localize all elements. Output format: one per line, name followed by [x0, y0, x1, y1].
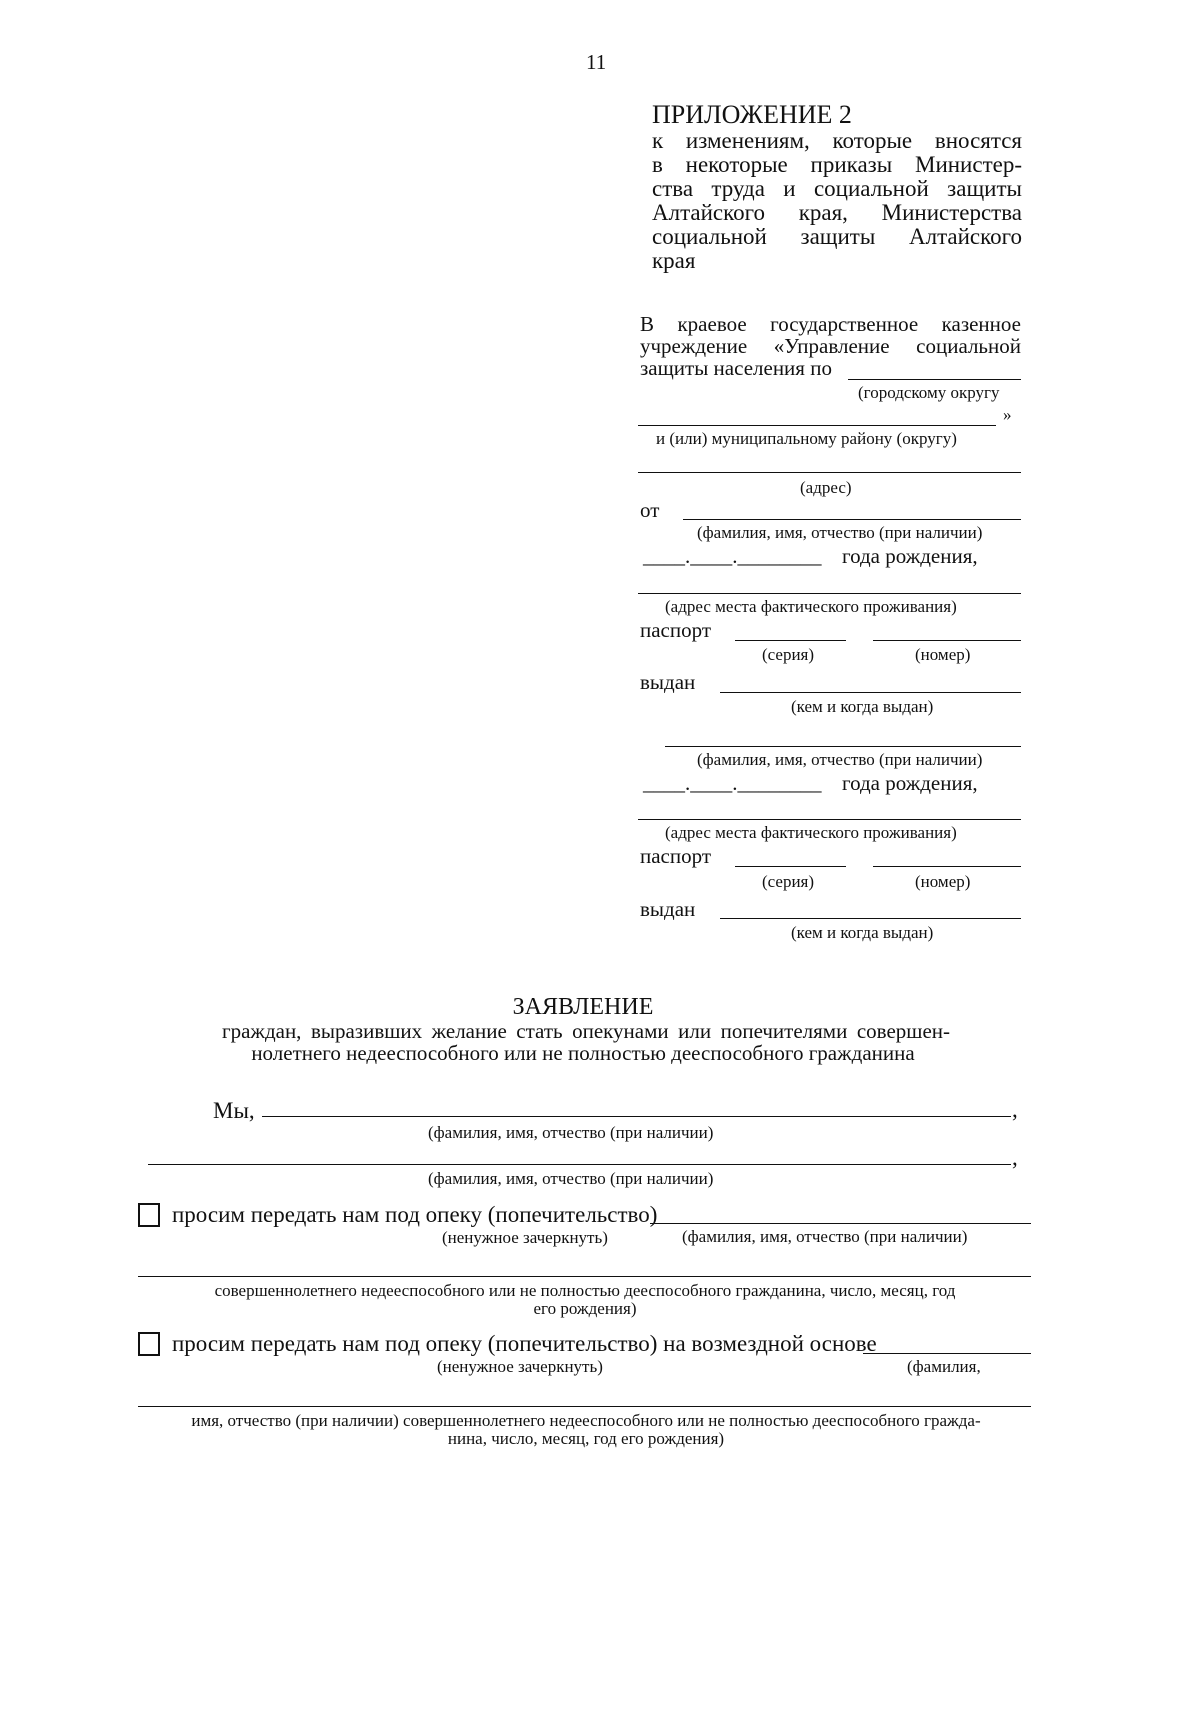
applicant1-number-line[interactable] — [873, 640, 1021, 641]
applicant2-passport-label: паспорт — [640, 844, 712, 868]
applicant1-hint-fio: (фамилия, имя, отчество (при наличии) — [697, 523, 983, 542]
addressee-block — [640, 314, 1021, 380]
hint-district: и (или) муниципальному району (округу) — [656, 429, 957, 448]
applicant2-number-line[interactable] — [873, 866, 1021, 867]
appendix-line: ства труда и социальной защиты — [652, 176, 1022, 201]
applicant2-hint-series: (серия) — [762, 872, 815, 891]
we-label: Мы, — [213, 1098, 255, 1123]
appendix-title: ПРИЛОЖЕНИЕ 2 — [652, 100, 852, 129]
option2-label: просим передать нам под опеку (попечительство) на возмездной основе — [172, 1331, 877, 1356]
hint-city: (городскому округу — [858, 383, 1000, 402]
option1-checkbox[interactable] — [138, 1203, 160, 1227]
appendix-line: социальной защиты Алтайского — [652, 224, 1022, 249]
applicant1-issued-label: выдан — [640, 670, 696, 694]
hint-fio-1: (фамилия, имя, отчество (при наличии) — [428, 1123, 714, 1142]
option2-hint-strike: (ненужное зачеркнуть) — [437, 1357, 603, 1376]
page-number: 11 — [586, 50, 607, 74]
applicant1-residence-line[interactable] — [638, 593, 1021, 594]
option2-hint-ward-line: имя, отчество (при наличии) совершеннолетнего недееспособного или не полностью дееспособного гражда- — [191, 1411, 981, 1430]
address-field-line[interactable] — [638, 472, 1021, 473]
applicant2-birthdate[interactable]: ____.____.________ — [643, 771, 822, 795]
we-fio-line-1[interactable] — [262, 1116, 1011, 1117]
applicant1-fio-line[interactable] — [683, 519, 1021, 520]
comma: , — [1012, 1097, 1018, 1122]
statement-title: ЗАЯВЛЕНИЕ — [512, 994, 654, 1020]
from-label: от — [640, 498, 660, 522]
statement-subtitle-line: нолетнего недееспособного или не полностью дееспособного гражданина — [251, 1041, 915, 1065]
appendix-line: Алтайского края, Министерства — [652, 200, 1022, 225]
hint-address: (адрес) — [800, 478, 852, 497]
applicant1-birthdate[interactable]: ____.____.________ — [643, 544, 822, 568]
city-field-line[interactable] — [848, 379, 1021, 380]
addressee-line: защиты населения по — [640, 356, 832, 380]
applicant2-series-line[interactable] — [735, 866, 846, 867]
applicant2-issued-label: выдан — [640, 897, 696, 921]
option2-ward-line[interactable] — [138, 1406, 1031, 1407]
option2-checkbox[interactable] — [138, 1332, 160, 1356]
applicant2-hint-issued: (кем и когда выдан) — [791, 923, 934, 942]
applicant2-hint-residence: (адрес места фактического проживания) — [665, 823, 957, 842]
applicant2-fio-line[interactable] — [665, 746, 1021, 747]
comma: , — [1012, 1145, 1018, 1170]
option1-hint-ward-line: совершеннолетнего недееспособного или не полностью дееспособного гражданина, число, месяц, год — [214, 1281, 956, 1300]
applicant1-passport-label: паспорт — [640, 618, 712, 642]
closing-quote: » — [1003, 405, 1012, 424]
applicant1-series-line[interactable] — [735, 640, 846, 641]
applicant2-birth-label: года рождения, — [842, 771, 978, 795]
applicant1-hint-number: (номер) — [915, 645, 971, 664]
applicant1-hint-series: (серия) — [762, 645, 815, 664]
option1-ward-line[interactable] — [138, 1276, 1031, 1277]
option2-hint-fio-start: (фамилия, — [907, 1357, 981, 1376]
option1-hint-fio: (фамилия, имя, отчество (при наличии) — [682, 1227, 968, 1246]
option2-fio-line[interactable] — [863, 1353, 1031, 1354]
applicant1-hint-issued: (кем и когда выдан) — [791, 697, 934, 716]
option1-fio-line[interactable] — [650, 1223, 1031, 1224]
appendix-subtitle — [652, 129, 1022, 273]
addressee-line: учреждение «Управление социальной — [640, 334, 1021, 358]
option1-label: просим передать нам под опеку (попечительство) — [172, 1202, 658, 1227]
applicant2-issued-line[interactable] — [720, 918, 1021, 919]
we-fio-line-2[interactable] — [148, 1164, 1011, 1165]
option2-hint-ward-line: нина, число, месяц, год его рождения) — [447, 1429, 725, 1448]
district-field-line[interactable] — [638, 425, 996, 426]
applicant2-residence-line[interactable] — [638, 819, 1021, 820]
appendix-line: края — [652, 248, 696, 273]
addressee-line: В краевое государственное казенное — [640, 312, 1021, 336]
applicant1-hint-residence: (адрес места фактического проживания) — [665, 597, 957, 616]
appendix-line: в некоторые приказы Министер- — [652, 152, 1022, 177]
statement-subtitle-line: граждан, выразивших желание стать опекунами или попечителями совершен- — [222, 1019, 950, 1043]
option1-hint-ward-line: его рождения) — [533, 1299, 637, 1318]
applicant2-hint-fio: (фамилия, имя, отчество (при наличии) — [697, 750, 983, 769]
applicant1-birth-label: года рождения, — [842, 544, 978, 568]
applicant2-hint-number: (номер) — [915, 872, 971, 891]
hint-fio-2: (фамилия, имя, отчество (при наличии) — [428, 1169, 714, 1188]
option1-hint-strike: (ненужное зачеркнуть) — [442, 1228, 608, 1247]
applicant1-issued-line[interactable] — [720, 692, 1021, 693]
appendix-line: к изменениям, которые вносятся — [652, 128, 1022, 153]
